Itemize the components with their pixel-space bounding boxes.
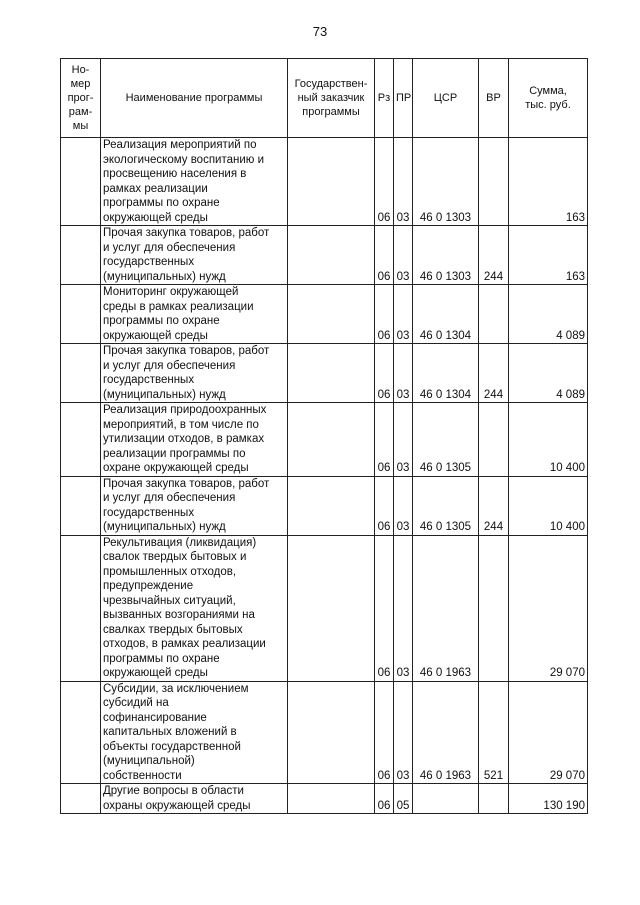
- cell-program-name: Субсидии, за исключением субсидий на софинансирование капитальных вложений в объекты государственной (муниципальной) собственности: [101, 681, 288, 784]
- cell-vr: [479, 403, 509, 477]
- cell-customer: [288, 226, 375, 285]
- cell-program-name: Реализация природоохранных мероприятий, в том числе по утилизации отходов, в рамках реализации программы по охране окружающей среды: [101, 403, 288, 477]
- header-vr: ВР: [479, 59, 509, 138]
- page-number: 73: [312, 24, 328, 39]
- header-customer: Государствен- ный заказчик программы: [288, 59, 375, 138]
- budget-table: [60, 58, 588, 814]
- cell-csr: 46 0 1303: [413, 138, 479, 226]
- table-row: [61, 784, 588, 814]
- table-header-row: [61, 59, 588, 138]
- cell-pr: 03: [394, 138, 413, 226]
- cell-pr: 03: [394, 285, 413, 344]
- cell-sum: 10 400: [509, 476, 588, 535]
- cell-customer: [288, 784, 375, 814]
- cell-rz: 06: [375, 344, 394, 403]
- cell-rz: 06: [375, 476, 394, 535]
- table-row: [61, 344, 588, 403]
- cell-program-number: [61, 535, 101, 681]
- cell-vr: 244: [479, 226, 509, 285]
- table-row: [61, 681, 588, 784]
- cell-program-number: [61, 226, 101, 285]
- cell-customer: [288, 403, 375, 477]
- cell-rz: 06: [375, 681, 394, 784]
- cell-sum: 4 089: [509, 344, 588, 403]
- cell-pr: 03: [394, 681, 413, 784]
- cell-csr: 46 0 1963: [413, 535, 479, 681]
- table-row: [61, 285, 588, 344]
- cell-rz: 06: [375, 138, 394, 226]
- cell-vr: 244: [479, 476, 509, 535]
- cell-vr: 521: [479, 681, 509, 784]
- header-rz: Рз: [375, 59, 394, 138]
- header-program-number: Но- мер прог- рам- мы: [61, 59, 101, 138]
- cell-customer: [288, 476, 375, 535]
- cell-csr: 46 0 1304: [413, 285, 479, 344]
- cell-customer: [288, 535, 375, 681]
- cell-vr: [479, 138, 509, 226]
- cell-customer: [288, 138, 375, 226]
- cell-program-name: Реализация мероприятий по экологическому воспитанию и просвещению населения в рамках реализации программы по охране окружающей среды: [101, 138, 288, 226]
- cell-program-number: [61, 681, 101, 784]
- cell-program-number: [61, 403, 101, 477]
- cell-program-number: [61, 344, 101, 403]
- cell-program-name: Прочая закупка товаров, работ и услуг для обеспечения государственных (муниципальных) нужд: [101, 476, 288, 535]
- cell-customer: [288, 681, 375, 784]
- cell-program-name: Прочая закупка товаров, работ и услуг для обеспечения государственных (муниципальных) нужд: [101, 226, 288, 285]
- cell-csr: 46 0 1305: [413, 403, 479, 477]
- cell-vr: 244: [479, 344, 509, 403]
- cell-program-number: [61, 285, 101, 344]
- cell-sum: 10 400: [509, 403, 588, 477]
- cell-customer: [288, 285, 375, 344]
- table-body: [61, 138, 588, 814]
- cell-program-name: Мониторинг окружающей среды в рамках реализации программы по охране окружающей среды: [101, 285, 288, 344]
- cell-rz: 06: [375, 226, 394, 285]
- header-sum: Сумма, тыс. руб.: [509, 59, 588, 138]
- cell-rz: 06: [375, 403, 394, 477]
- cell-rz: 06: [375, 285, 394, 344]
- table-row: [61, 403, 588, 477]
- cell-pr: 03: [394, 535, 413, 681]
- cell-program-name: Прочая закупка товаров, работ и услуг для обеспечения государственных (муниципальных) нужд: [101, 344, 288, 403]
- cell-pr: 03: [394, 344, 413, 403]
- cell-program-number: [61, 476, 101, 535]
- table-row: [61, 138, 588, 226]
- cell-pr: 03: [394, 403, 413, 477]
- cell-rz: 06: [375, 535, 394, 681]
- cell-pr: 05: [394, 784, 413, 814]
- header-program-name: Наименование программы: [101, 59, 288, 138]
- table-row: [61, 476, 588, 535]
- cell-sum: 163: [509, 226, 588, 285]
- table-row: [61, 535, 588, 681]
- cell-csr: [413, 784, 479, 814]
- cell-rz: 06: [375, 784, 394, 814]
- cell-vr: [479, 784, 509, 814]
- cell-program-name: Другие вопросы в области охраны окружающей среды: [101, 784, 288, 814]
- cell-vr: [479, 535, 509, 681]
- cell-pr: 03: [394, 476, 413, 535]
- cell-vr: [479, 285, 509, 344]
- cell-sum: 163: [509, 138, 588, 226]
- cell-csr: 46 0 1305: [413, 476, 479, 535]
- cell-pr: 03: [394, 226, 413, 285]
- cell-sum: 29 070: [509, 681, 588, 784]
- cell-program-number: [61, 138, 101, 226]
- header-csr: ЦСР: [413, 59, 479, 138]
- cell-csr: 46 0 1303: [413, 226, 479, 285]
- header-pr: ПР: [394, 59, 413, 138]
- cell-customer: [288, 344, 375, 403]
- cell-csr: 46 0 1304: [413, 344, 479, 403]
- cell-program-number: [61, 784, 101, 814]
- cell-csr: 46 0 1963: [413, 681, 479, 784]
- cell-program-name: Рекультивация (ликвидация) свалок твердых бытовых и промышленных отходов, предупреждение чрезвычайных ситуаций, вызванных возгораниями на свалках твердых бытовых отходов, в рамках реализации программы по охране окружающей среды: [101, 535, 288, 681]
- cell-sum: 130 190: [509, 784, 588, 814]
- table-row: [61, 226, 588, 285]
- cell-sum: 4 089: [509, 285, 588, 344]
- cell-sum: 29 070: [509, 535, 588, 681]
